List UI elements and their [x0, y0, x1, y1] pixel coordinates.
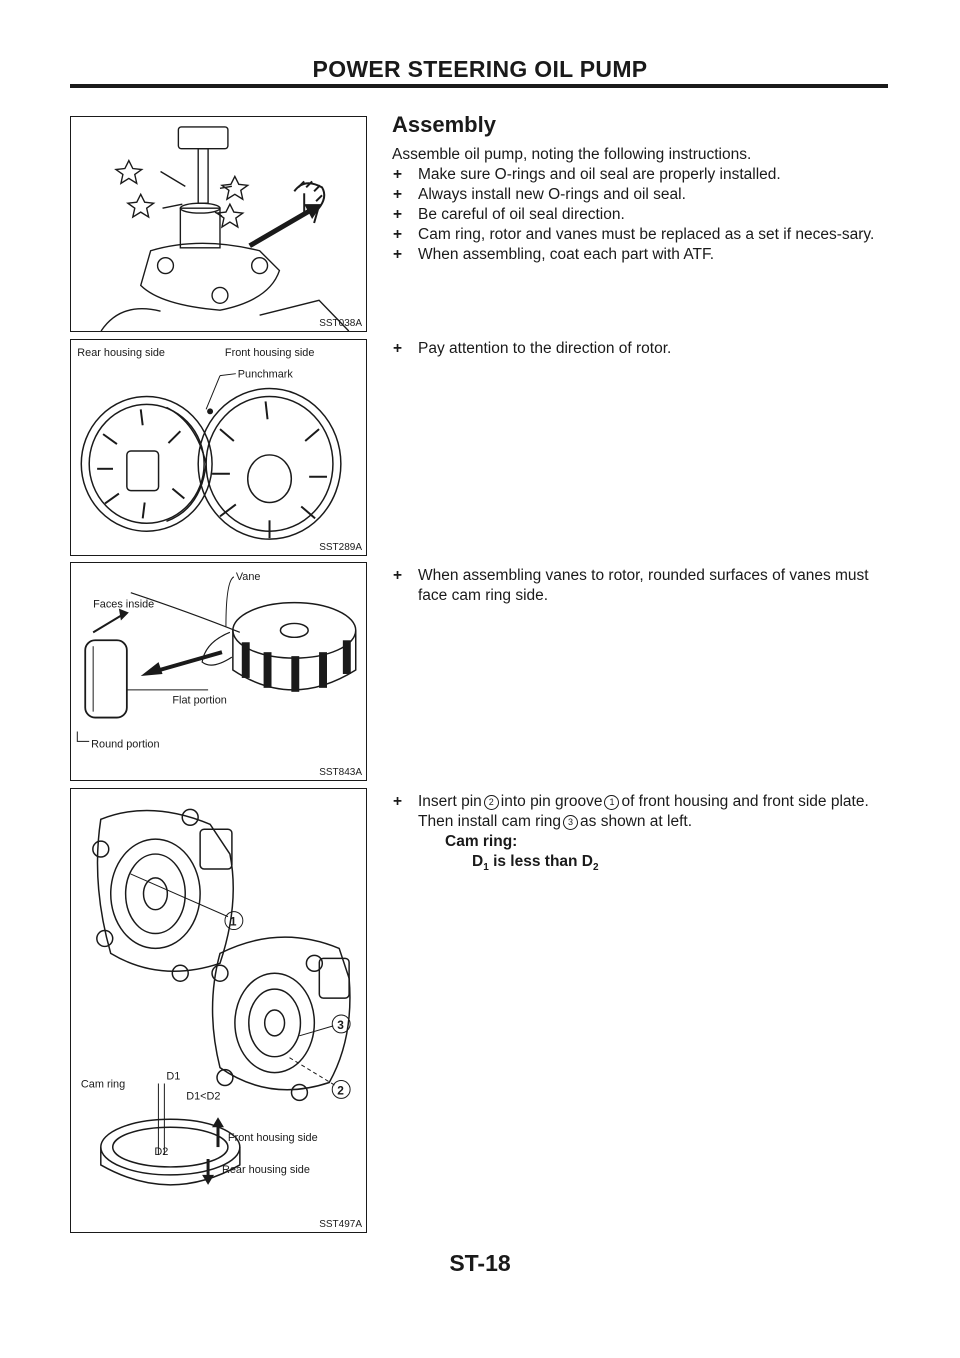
d2-label: D2	[154, 1146, 169, 1159]
figure-code: SST038A	[319, 318, 362, 329]
header-rule	[70, 84, 888, 88]
list-item: + When assembling vanes to rotor, rounded surfaces of vanes must face cam ring side.	[393, 567, 869, 604]
figure-cam-ring-install	[70, 788, 367, 1233]
callout-1: 1	[229, 914, 237, 929]
figure-vane-orientation	[70, 562, 367, 781]
spec-label: Cam ring:	[445, 833, 518, 850]
callout-2: 2	[337, 1083, 344, 1098]
round-portion-label: Round portion	[91, 738, 160, 751]
front-housing-label: Front housing side	[224, 346, 315, 359]
rear-housing-side-label: Rear housing side	[221, 1163, 310, 1176]
list-item: + When assembling, coat each part with ATF.	[393, 246, 715, 263]
figure-hammer-pump	[70, 116, 367, 332]
list-item: + Always install new O-rings and oil seal.	[393, 186, 686, 203]
list-item: + Insert pin 2 into pin groove 1 of front housing and front side plate. Then install cam ring 3 as shown at left.	[393, 793, 869, 830]
figure-rotor-direction	[70, 339, 367, 556]
callout-number: 2	[484, 795, 499, 810]
list-item: + Pay attention to the direction of rotor.	[393, 340, 672, 357]
d1-label: D1	[166, 1070, 181, 1083]
d1-less-than-d2-label: D1<D2	[186, 1090, 221, 1103]
section-title: Assembly	[392, 112, 496, 137]
rear-housing-label: Rear housing side	[77, 346, 165, 359]
figure-code: SST497A	[319, 1219, 362, 1230]
assembly-section	[392, 112, 892, 265]
front-housing-side-label: Front housing side	[227, 1132, 318, 1145]
list-item: + Be careful of oil seal direction.	[393, 206, 625, 223]
vane-section	[392, 566, 892, 606]
hammer-pump-illustration	[71, 117, 366, 331]
assembly-intro: Assemble oil pump, noting the following instructions.	[392, 146, 752, 163]
callout-number: 3	[563, 815, 578, 830]
list-item: + Cam ring, rotor and vanes must be replaced as a set if neces-sary.	[393, 226, 875, 243]
cam-ring-section	[392, 792, 892, 878]
faces-inside-label: Faces inside	[93, 598, 155, 611]
flat-portion-label: Flat portion	[172, 694, 227, 707]
rotor-direction-illustration	[71, 340, 366, 555]
figure-code: SST289A	[319, 542, 362, 553]
vane-label: Vane	[235, 570, 261, 583]
vane-orientation-illustration	[71, 563, 366, 780]
list-item: + Make sure O-rings and oil seal are properly installed.	[393, 166, 781, 183]
rotor-direction-section	[392, 339, 892, 359]
spec-value: $D_1$ is less than $D_2$	[472, 853, 599, 874]
page-number: ST-18	[449, 1250, 511, 1276]
punchmark-label: Punchmark	[237, 368, 293, 381]
figure-code: SST843A	[319, 767, 362, 778]
cam-ring-install-illustration	[71, 789, 366, 1232]
callout-3: 3	[337, 1017, 344, 1032]
page-header-title: POWER STEERING OIL PUMP	[312, 56, 648, 82]
callout-number: 1	[604, 795, 619, 810]
cam-ring-label: Cam ring	[80, 1078, 126, 1091]
